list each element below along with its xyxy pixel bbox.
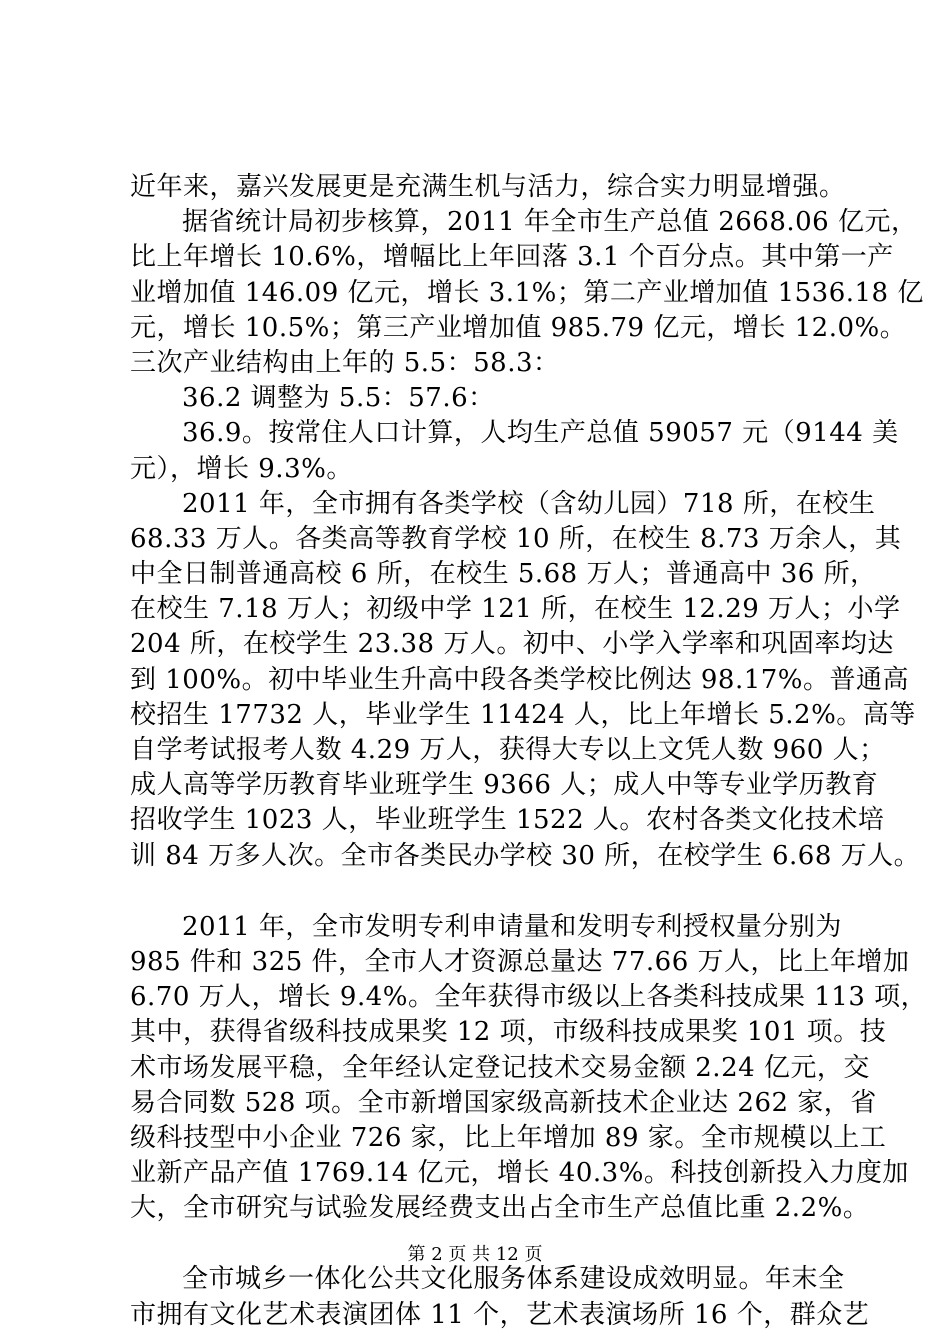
paragraph-intro-tail [130,170,846,205]
text-line: 近年来，嘉兴发展更是充满生机与活力，综合实力明显增强。 [130,172,846,202]
text-line: 业增加值 146.09 亿元，增长 3.1%；第二产业增加值 1536.18 亿 [130,277,924,308]
paragraph-structure-adjust [130,381,842,416]
text-line: 2011 年，全市拥有各类学校（含幼儿园）718 所，在校生 [182,488,876,519]
text-line: 训 84 万多人次。全市各类民办学校 30 所，在校学生 6.68 万人。 [130,840,921,871]
document-body [130,170,928,1333]
text-line: 其中，获得省级科技成果奖 12 项，市级科技成果奖 101 项。技 [130,1017,887,1048]
text-line: 2011 年，全市发明专利申请量和发明专利授权量分别为 [182,911,842,942]
paragraph-culture [130,1262,870,1332]
paragraph-education [130,487,921,874]
text-line: 元），增长 9.3%。 [130,453,353,484]
text-line: 成人高等学历教育毕业班学生 9366 人；成人中等专业学历教育 [130,770,879,801]
text-line: 级科技型中小企业 726 家，比上年增加 89 家。全市规模以上工 [130,1122,887,1153]
text-line: 36.9。按常住人口计算，人均生产总值 59057 元（9144 美 [182,418,899,449]
text-line: 大，全市研究与试验发展经费支出占全市生产总值比重 2.2%。 [130,1193,870,1224]
text-line: 三次产业结构由上年的 5.5：58.3： [130,347,560,378]
text-line: 术市场发展平稳，全年经认定登记技术交易金额 2.24 亿元，交 [130,1052,870,1083]
text-line: 自学考试报考人数 4.29 万人，获得大专以上文凭人数 960 人； [130,735,886,765]
text-line: 易合同数 528 项。全市新增国家级高新技术企业达 262 家，省 [130,1087,877,1118]
text-line: 比上年增长 10.6%，增幅比上年回落 3.1 个百分点。其中第一产 [130,242,894,273]
text-line: 6.70 万人，增长 9.4%。全年获得市级以上各类科技成果 113 项， [130,982,928,1013]
paragraph-technology [130,910,928,1227]
paragraph-per-capita [130,416,899,486]
text-line: 204 所，在校学生 23.38 万人。初中、小学入学率和巩固率均达 [130,629,894,660]
text-line: 中全日制普通高校 6 所，在校生 5.68 万人；普通高中 36 所， [130,559,877,590]
paragraph-gdp [130,205,924,381]
text-line: 据省统计局初步核算，2011 年全市生产总值 2668.06 亿元， [182,207,918,238]
text-line: 在校生 7.18 万人；初级中学 121 所，在校生 12.29 万人；小学 [130,594,901,625]
text-line: 68.33 万人。各类高等教育学校 10 所，在校生 8.73 万余人，其 [130,523,902,554]
text-line: 元，增长 10.5%；第三产业增加值 985.79 亿元，增长 12.0%。 [130,312,907,343]
paragraph-gap [130,874,842,910]
text-line: 市拥有文化艺术表演团体 11 个，艺术表演场所 16 个，群众艺 [130,1299,870,1330]
text-line: 到 100%。初中毕业生升高中段各类学校比例达 98.17%。普通高 [130,664,909,695]
text-line: 业新产品产值 1769.14 亿元，增长 40.3%。科技创新投入力度加 [130,1158,909,1189]
text-line: 36.2 调整为 5.5：57.6： [182,383,495,414]
text-line: 校招生 17732 人，毕业学生 11424 人，比上年增长 5.2%。高等 [130,699,916,730]
text-line: 985 件和 325 件，全市人才资源总量达 77.66 万人，比上年增加 [130,946,910,977]
text-line: 全市城乡一体化公共文化服务体系建设成效明显。年末全 [182,1264,845,1295]
text-line: 招收学生 1023 人，毕业班学生 1522 人。农村各类文化技术培 [130,805,885,836]
page-number: 第 2 页 共 12 页 [407,1244,543,1265]
page-footer [0,1243,950,1267]
